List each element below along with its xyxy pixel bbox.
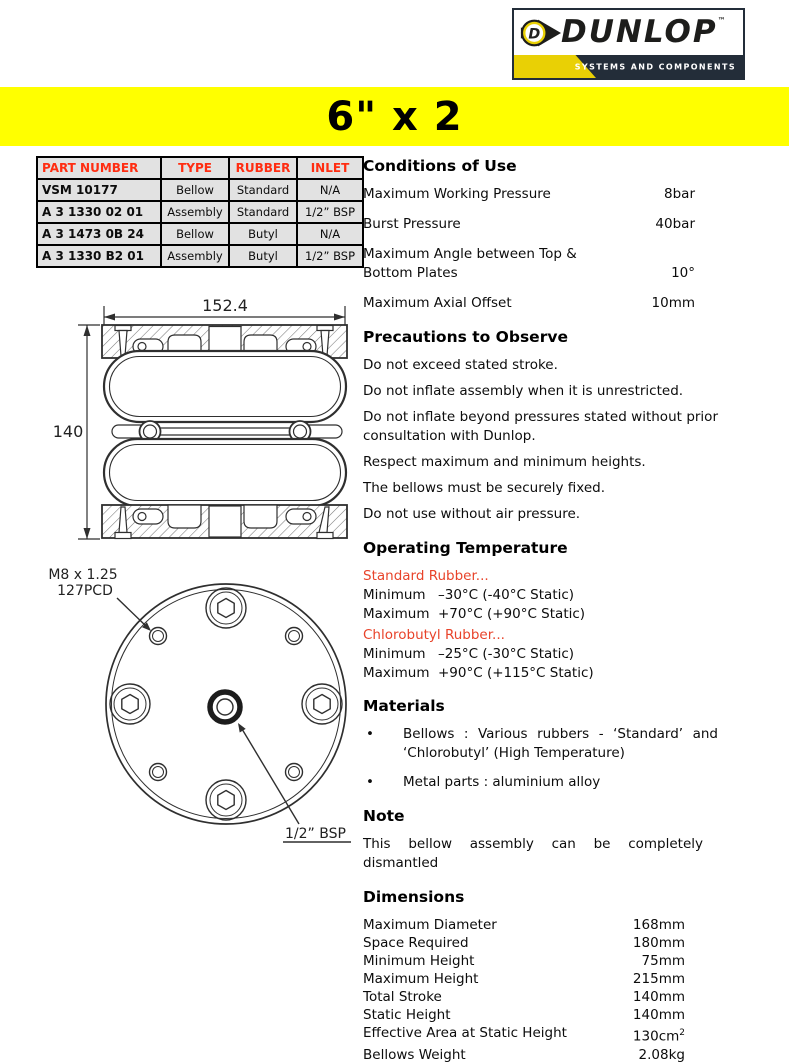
conditions-heading: Conditions of Use (363, 157, 517, 175)
inlet-cell: 1/2” BSP (297, 201, 363, 223)
bsp-port-label: 1/2” BSP (285, 826, 346, 842)
table-row (37, 223, 363, 245)
plate-bottom-view-drawing (33, 548, 365, 854)
dimension-value: 168mm (632, 917, 685, 933)
materials-item (363, 773, 718, 792)
dimension-row (363, 970, 718, 988)
dimension-width-label: 152.4 (202, 296, 248, 315)
part-number-cell: VSM 10177 (37, 179, 161, 201)
dimension-row (363, 988, 718, 1006)
type-cell: Bellow (161, 179, 229, 201)
table-header-row (37, 157, 363, 179)
hex-bolt (206, 780, 246, 820)
dimension-label: Maximum Diameter (363, 917, 497, 933)
hex-bolt (110, 684, 150, 724)
dimension-label: Static Height (363, 1007, 451, 1023)
dimension-label: Minimum Height (363, 953, 475, 969)
table-row (37, 245, 363, 267)
bellows-cross-section-drawing (38, 282, 358, 548)
part-number-cell: A 3 1330 02 01 (37, 201, 161, 223)
rubber-cell: Butyl (229, 223, 297, 245)
logo-tagline: SYSTEMS AND COMPONENTS (574, 62, 736, 71)
precaution-item: Do not use without air pressure. (363, 506, 581, 522)
note-text: This bellow assembly can be completely dismantled (363, 836, 703, 871)
m8-hole (286, 628, 303, 645)
dimension-value: 75mm (641, 953, 685, 969)
dimension-value: 140mm (632, 989, 685, 1005)
materials-item (363, 725, 718, 763)
precaution-item: Respect maximum and minimum heights. (363, 454, 646, 470)
flying-d-icon (519, 11, 561, 55)
dimension-row (363, 934, 718, 952)
spec-label: Maximum Angle between Top & Bottom Plates (363, 246, 577, 281)
hex-bolt (302, 684, 342, 724)
dimension-value: 2.08kg (638, 1046, 685, 1063)
dimension-label: Effective Area at Static Height (363, 1025, 567, 1041)
dimension-row (363, 916, 718, 934)
title-banner (0, 87, 789, 146)
m8-hole (286, 764, 303, 781)
rubber-cell: Standard (229, 179, 297, 201)
temperature-value: –30°C (-40°C Static) (438, 587, 575, 603)
m8-hole (150, 628, 167, 645)
col-header-rubber: RUBBER (229, 157, 297, 179)
spec-label: Maximum Working Pressure (363, 186, 551, 202)
precautions-heading: Precautions to Observe (363, 328, 568, 346)
m8-leader-line (117, 598, 147, 627)
table-row (37, 179, 363, 201)
m8-hole (150, 764, 167, 781)
dimension-value: 140mm (632, 1007, 685, 1023)
col-header-inlet: INLET (297, 157, 363, 179)
part-number-cell: A 3 1473 0B 24 (37, 223, 161, 245)
materials-heading: Materials (363, 697, 445, 715)
materials-text: Metal parts : aluminium alloy (403, 774, 601, 790)
temperature-label: Maximum (363, 605, 430, 622)
type-cell: Assembly (161, 245, 229, 267)
precaution-item: Do not exceed stated stroke. (363, 357, 558, 373)
rubber-cell: Standard (229, 201, 297, 223)
spec-column (363, 157, 718, 1064)
precaution-item: Do not inflate beyond pressures stated without prior consultation with Dunlop. (363, 409, 718, 444)
dimension-value: 180mm (632, 935, 685, 951)
logo-brand-text: DUNLOP™ (561, 14, 726, 50)
temperature-value: +90°C (+115°C Static) (438, 664, 594, 681)
precaution-item: The bellows must be securely fixed. (363, 480, 606, 496)
col-header-type: TYPE (161, 157, 229, 179)
spec-row (363, 185, 718, 204)
temperature-label: Minimum (363, 587, 426, 603)
dimensions-heading: Dimensions (363, 888, 465, 906)
dimension-row (363, 952, 718, 970)
part-number-cell: A 3 1330 B2 01 (37, 245, 161, 267)
spec-label: Maximum Axial Offset (363, 295, 512, 311)
svg-text:D: D (528, 26, 541, 43)
temperature-label: Maximum (363, 664, 430, 681)
temperature-row (363, 586, 718, 605)
spec-value: 10mm (651, 295, 695, 311)
superscript: 2 (679, 1028, 685, 1038)
page-title: 6" x 2 (326, 93, 463, 140)
air-port-hole (210, 692, 240, 722)
spec-row (363, 245, 718, 283)
temperature-label: Minimum (363, 646, 426, 662)
bullet-icon: • (366, 774, 374, 790)
type-cell: Assembly (161, 201, 229, 223)
temperature-row (363, 664, 718, 683)
dimension-label: Total Stroke (363, 989, 442, 1005)
rubber-cell: Butyl (229, 245, 297, 267)
inlet-cell: 1/2” BSP (297, 245, 363, 267)
precaution-item: Do not inflate assembly when it is unrestricted. (363, 383, 684, 399)
dimension-height-label: 140 (52, 422, 84, 441)
logo-main-area (514, 10, 743, 55)
operating-temperature-heading: Operating Temperature (363, 539, 568, 557)
temperature-row (363, 605, 718, 624)
dimension-row (363, 1046, 718, 1064)
pcd-label: 127PCD (57, 583, 113, 599)
spec-label: Burst Pressure (363, 216, 461, 232)
dimension-label: Bellows Weight (363, 1046, 466, 1063)
temperature-value: +70°C (+90°C Static) (438, 605, 586, 622)
dimension-value: 215mm (632, 971, 685, 987)
rubber-type-label: Chlorobutyl Rubber... (363, 627, 505, 643)
logo-bottom-bar (514, 55, 743, 78)
dimension-row (363, 1024, 718, 1046)
spec-value: 40bar (655, 216, 695, 232)
bullet-icon: • (366, 726, 374, 742)
temperature-value: –25°C (-30°C Static) (438, 646, 575, 662)
dimension-label: Maximum Height (363, 971, 479, 987)
table-row (37, 201, 363, 223)
dimension-row (363, 1006, 718, 1024)
col-header-part-number: PART NUMBER (37, 157, 161, 179)
note-heading: Note (363, 807, 405, 825)
spec-row (363, 294, 718, 313)
parts-table (36, 156, 364, 268)
spec-value: 8bar (664, 186, 695, 202)
temperature-row (363, 645, 718, 664)
m8-thread-label: M8 x 1.25 (48, 567, 118, 583)
hex-bolt (206, 588, 246, 628)
trademark-mark: ™ (717, 16, 726, 25)
dimension-value: $130cm^2$ (632, 1028, 685, 1045)
spec-row (363, 215, 718, 234)
dimension-label: Space Required (363, 935, 469, 951)
type-cell: Bellow (161, 223, 229, 245)
inlet-cell: N/A (297, 223, 363, 245)
rubber-type-label: Standard Rubber... (363, 568, 489, 584)
spec-value: 10° (671, 265, 695, 281)
dunlop-logo (512, 8, 745, 80)
inlet-cell: N/A (297, 179, 363, 201)
materials-text: Bellows : Various rubbers - ‘Standard’ and ‘Chlorobutyl’ (High Temperature) (403, 726, 718, 761)
